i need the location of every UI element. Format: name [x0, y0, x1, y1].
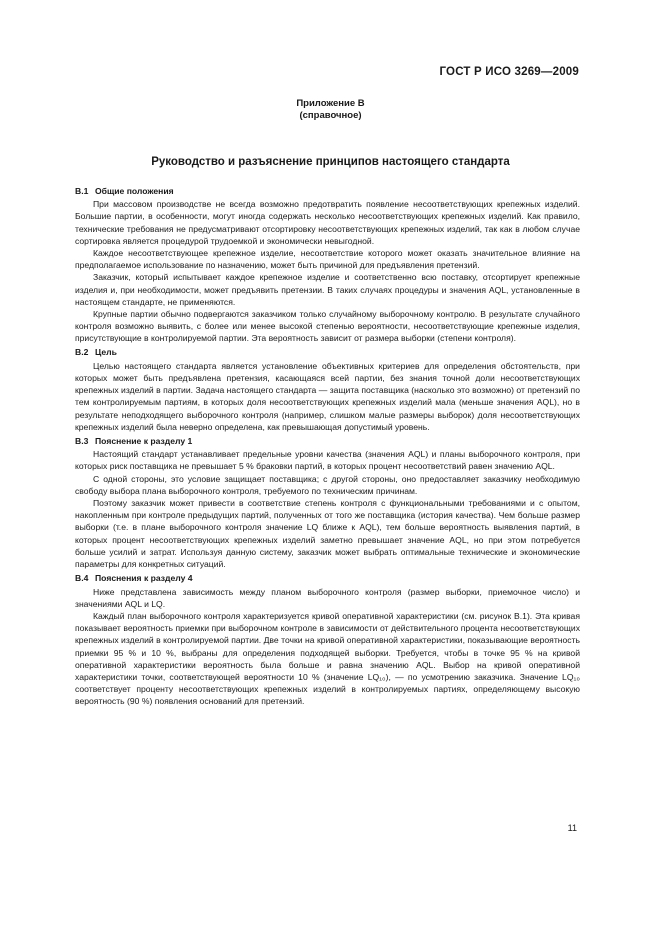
section-number: В.1: [75, 185, 89, 196]
section-title: Пояснение к разделу 1: [95, 435, 193, 446]
section-number: В.2: [75, 347, 89, 358]
annex-title: Приложение В: [296, 98, 365, 109]
annex-heading: [0, 98, 661, 122]
section-number: В.4: [75, 572, 89, 583]
paragraph: Заказчик, который испытывает каждое крепежное изделие и соответственно всю поставку, отсортирует крепежные изделия и, при необходимости, может предъявить претензии. В таких случаях процедуры и значения AQL, установленные в настоящем стандарте, не применяются.: [75, 272, 580, 307]
document-title: Руководство и разъяснение принципов настоящего стандарта: [151, 156, 510, 168]
section-heading: [75, 346, 580, 358]
section-title: Общие положения: [95, 185, 174, 196]
standard-header: ГОСТ Р ИСО 3269—2009: [439, 66, 579, 78]
paragraph: Настоящий стандарт устанавливает предельные уровни качества (значения AQL) и планы выборочного контроля, при которых риск поставщика не превышает 5 % браковки партий, в которых процент несоответствий равен значению AQL.: [75, 449, 580, 472]
paragraph: Каждый план выборочного контроля характеризуется кривой оперативной характеристики (см. рисунок В.1). Эта кривая показывает вероятность приемки при выборочном контроле в зависимости от действительного процента несоответствующих крепежных изделий в контролируемой партии. Две точки на кривой оперативной характеристики, показывающие вероятность приемки 95 % и 10 %, выбраны для определения подходящей выборки. Требуется, чтобы в точке 95 % на кривой оперативной характеристики вероятность была больше и равна значению AQL. Выбор на кривой оперативной характеристики точки, соответствующей вероятности 10 % (значение LQ₁₀), — по усмотрению заказчика. Значение LQ₁₀ соответствует проценту несоответствующих крепежных изделий в контролируемых партиях, определяющему высокую вероятность (90 %) появления оснований для претензий.: [75, 610, 580, 707]
section-heading: [75, 185, 580, 197]
paragraph: Ниже представлена зависимость между планом выборочного контроля (размер выборки, приемочное число) и значениями AQL и LQ.: [75, 586, 580, 609]
annex-type: (справочное): [299, 110, 362, 121]
paragraph: Целью настоящего стандарта является установление объективных критериев для определения обстоятельств, при которых может быть предъявлена претензия, касающаяся всей партии, без знания точной доли несоответствующих крепежных изделий в партии. Задача настоящего стандарта — защита поставщика (насколько это возможно) от претензий по тем контролируемым партиям, в которых доля несоответствующих крепежных изделий мала (меньше значения AQL), но в результате неподходящего выборочного контроля (например, слишком малые размеры выборок) доля несоответствующих крепежных изделий была неверно определена, как превышающая допустимый уровень.: [75, 360, 580, 432]
document-body: [75, 183, 580, 708]
paragraph: Крупные партии обычно подвергаются заказчиком только случайному выборочному контролю. В результате случайного контроля возможно выявить, с более или менее высокой степенью вероятности, несоответствующие крепежные изделия, присутствующие в контролируемой партии. Эта вероятность зависит от размера выборки (степени контроля).: [75, 309, 580, 344]
section-heading: [75, 435, 580, 447]
section-title: Пояснения к разделу 4: [95, 572, 193, 583]
paragraph: При массовом производстве не всегда возможно предотвратить появление несоответствующих крепежных изделий. Большие партии, в особенности, могут иногда содержать несколько несоответствующих крепежных изделий. Как правило, технические требования не предусматривают отсортировку несоответствующих крепежных изделий, так как в любом случае сортировка является процедурой трудоемкой и экономически невыгодной.: [75, 199, 580, 246]
page-number: 11: [567, 823, 577, 833]
paragraph: Каждое несоответствующее крепежное изделие, несоответствие которого может оказать значительное влияние на предполагаемое использование по назначению, может быть причиной для предъявления претензий.: [75, 248, 580, 271]
paragraph: Поэтому заказчик может привести в соответствие степень контроля с функциональными требованиями и с опытом, накопленным при контроле предыдущих партий, полученных от того же поставщика (история качества). Чем больше размер выборки (т.е. в плане выборочного контроля значение LQ ближе к AQL), тем больше вероятность выявления партий, в которых процент несоответствующих крепежных изделий заметно превышает значение AQL, но при этом потребуется больше усилий и затрат. Используя данную систему, заказчик может выбрать оптимальные технические и экономические параметры для конкретных ситуаций.: [75, 498, 580, 570]
section-heading: [75, 572, 580, 584]
paragraph: С одной стороны, это условие защищает поставщика; с другой стороны, оно предоставляет заказчику необходимую свободу выбора плана выборочного контроля, требуемого по техническим причинам.: [75, 473, 580, 496]
section-title: Цель: [95, 347, 117, 358]
section-number: В.3: [75, 435, 89, 446]
